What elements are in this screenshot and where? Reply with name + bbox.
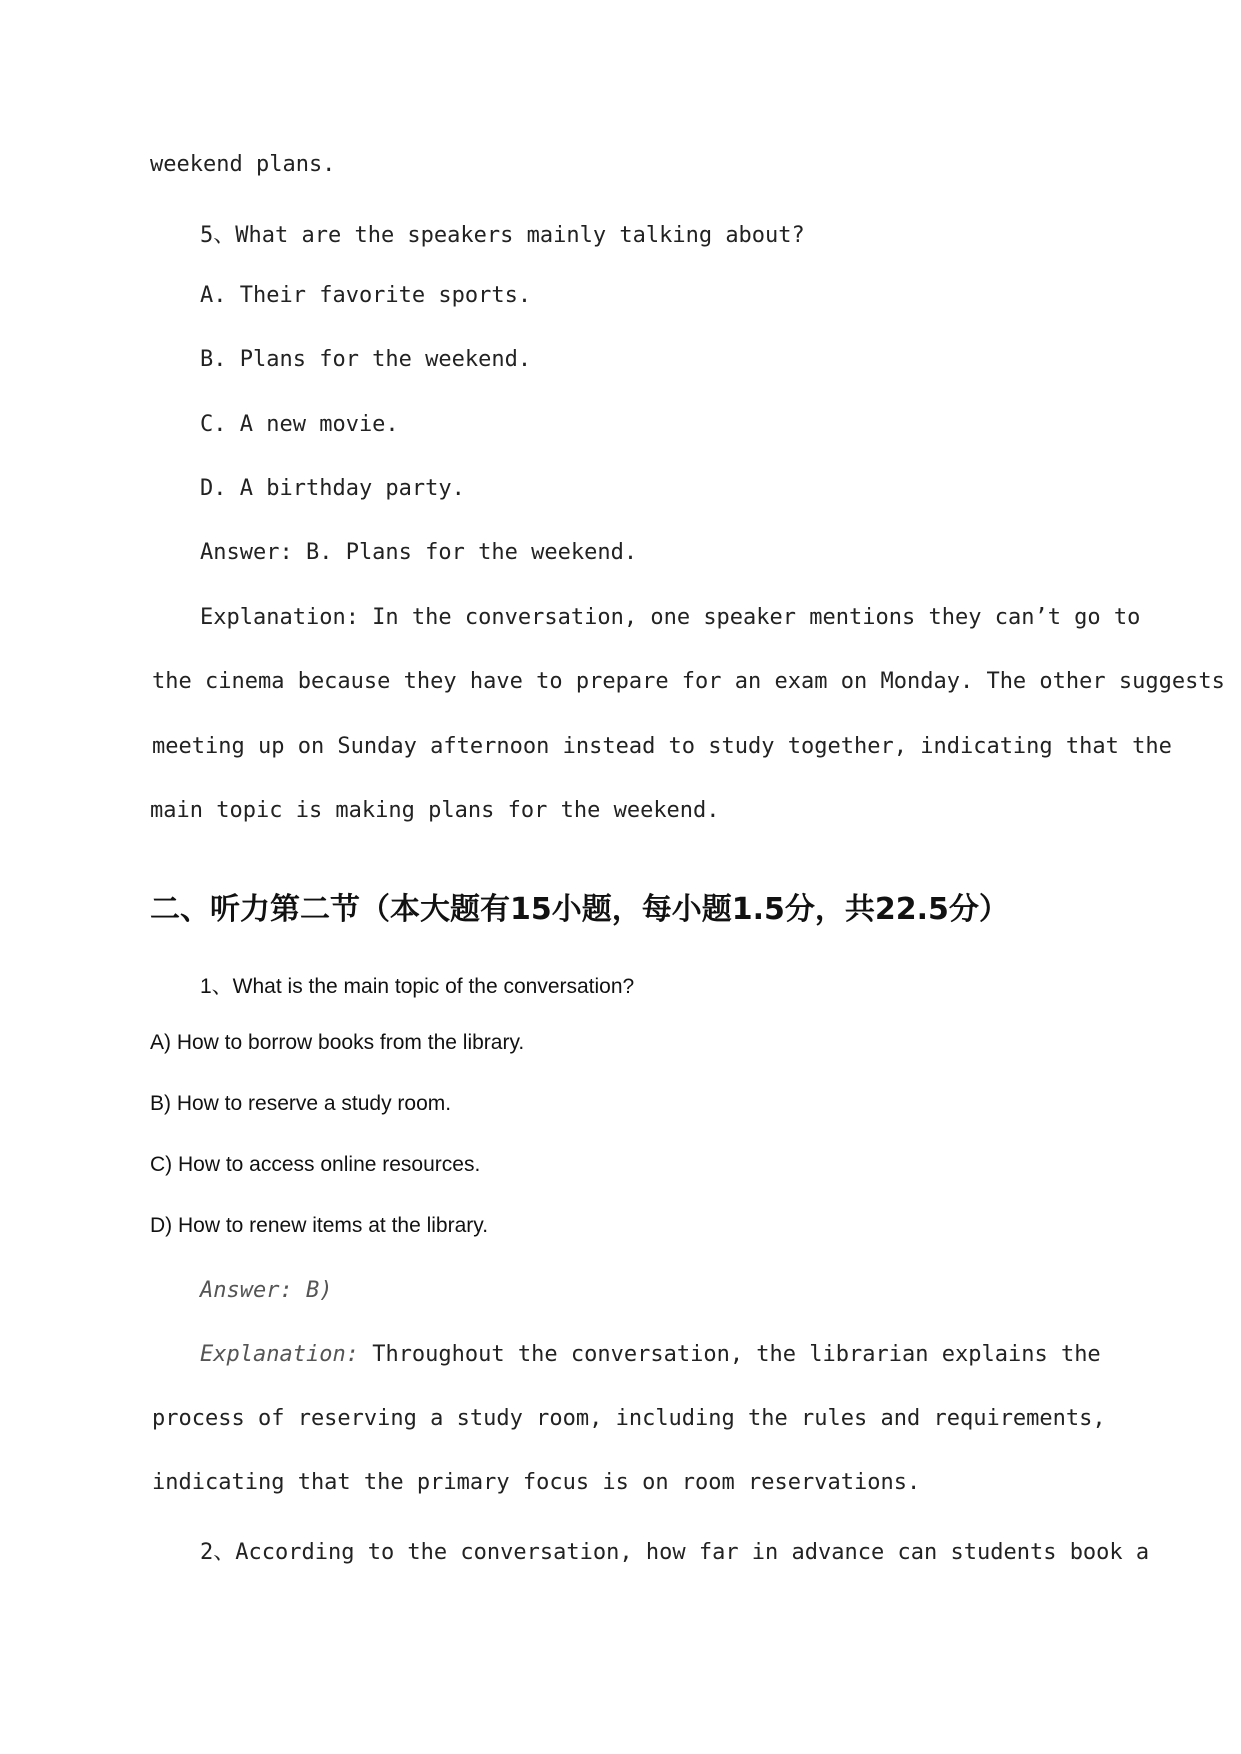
carryover-text: weekend plans. [150,152,336,177]
explanation-first-text: Throughout the conversation, the librarian explains the [358,1342,1101,1367]
s2-q1-explanation-line-2: process of reserving a study room, including the rules and requirements, [152,1406,1106,1431]
q5-explanation-line-3: meeting up on Sunday afternoon instead to study together, indicating that the [152,734,1172,759]
q5-explanation-line-1: Explanation: In the conversation, one speaker mentions they can’t go to [200,605,1141,630]
s2-q1-option-b: B) How to reserve a study room. [150,1092,452,1115]
s2-q1-option-d: D) How to renew items at the library. [150,1214,489,1237]
explanation-label: Explanation: [200,1342,359,1367]
s2-q1-answer: Answer: B) [200,1278,333,1303]
s2-q1-option-a: A) How to borrow books from the library. [150,1031,525,1054]
s2-q1-question: 1、What is the main topic of the conversation? [200,975,635,998]
section-heading: 二、听力第二节（本大题有15小题，每小题1.5分，共22.5分） [150,892,1009,927]
s2-q2-question: 2、According to the conversation, how far in advance can students book a [200,1540,1150,1565]
q5-explanation-line-4: main topic is making plans for the weekend. [150,798,720,823]
s2-q1-explanation-line-3: indicating that the primary focus is on room reservations. [152,1470,921,1495]
q5-answer: Answer: B. Plans for the weekend. [200,540,638,565]
q5-option-a: A. Their favorite sports. [200,283,532,308]
q5-option-b: B. Plans for the weekend. [200,347,532,372]
q5-option-d: D. A birthday party. [200,476,465,501]
s2-q1-explanation-line-1 [200,1342,1101,1367]
q5-explanation-line-2: the cinema because they have to prepare for an exam on Monday. The other suggests [152,669,1225,694]
q5-option-c: C. A new movie. [200,412,399,437]
s2-q1-option-c: C) How to access online resources. [150,1153,481,1176]
q5-question: 5、What are the speakers mainly talking about? [200,223,805,248]
